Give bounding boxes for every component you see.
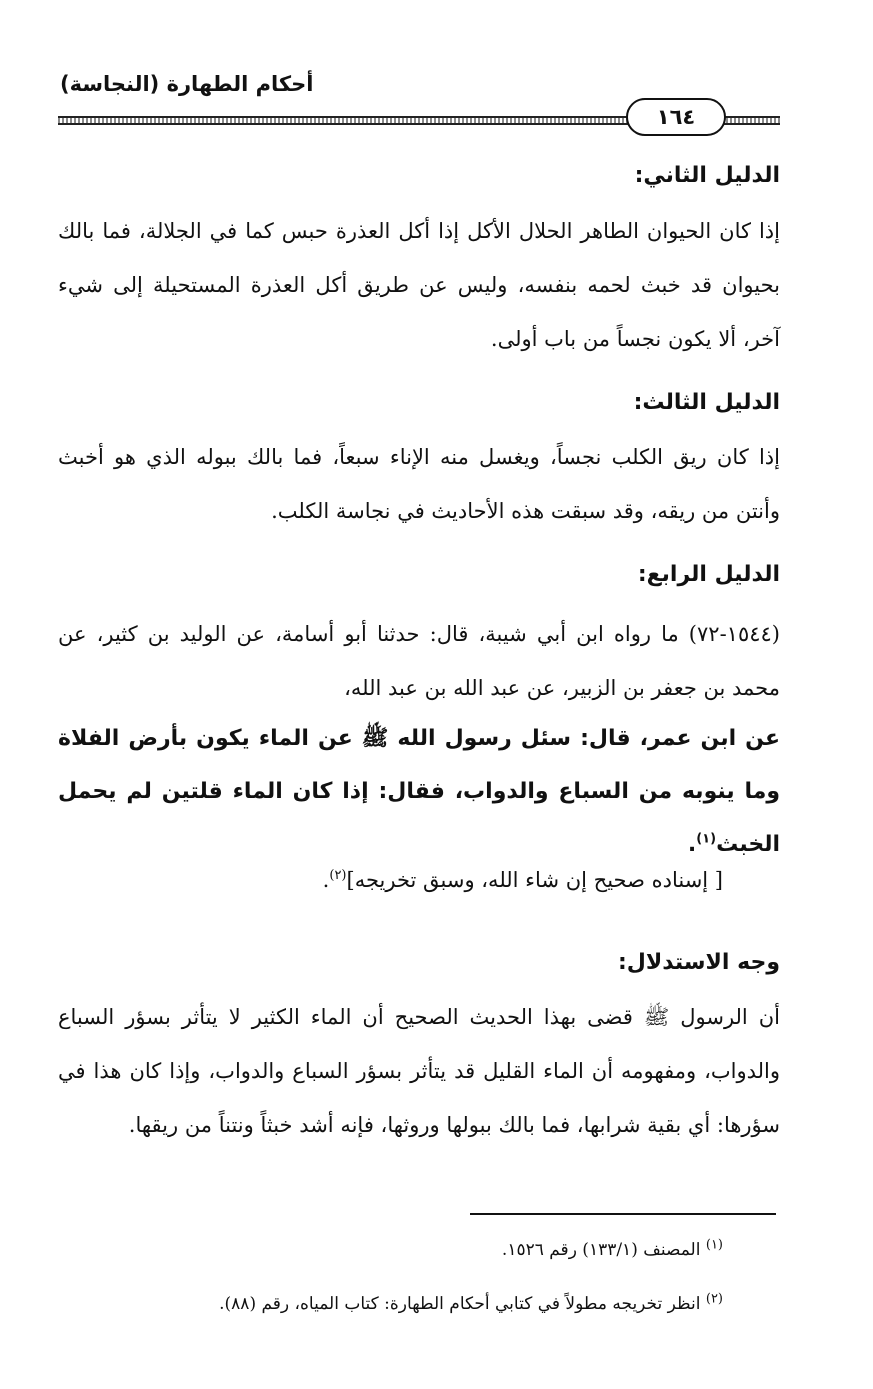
footnote-1-mark: (١) (705, 1237, 723, 1253)
footnote-ref-1: (١) (696, 831, 717, 847)
footnote-1 (501, 1237, 723, 1260)
grading-text: [ إسناده صحيح إن شاء الله، وسبق تخريجه] (346, 868, 723, 892)
hadith-text: عن ابن عمر، قال: سئل رسول الله ﷺ عن الماء يكون بأرض الفلاة وما ينوبه من السباع والدواب، فقال: إذا كان الماء قلتين لم يحمل الخبث (58, 726, 780, 857)
hadith-grading (323, 868, 723, 892)
footnote-2-text: انظر تخريجه مطولاً في كتابي أحكام الطهارة: كتاب المياه، رقم (٨٨). (219, 1294, 701, 1314)
section-heading-third-evidence: الدليل الثالث: (633, 390, 780, 415)
paragraph-hadith-text (58, 712, 780, 871)
running-header-title: أحكام الطهارة (النجاسة) (60, 72, 314, 96)
grading-end: . (322, 868, 330, 892)
page-number: ١٦٤ (626, 98, 726, 136)
paragraph-inference: أن الرسول ﷺ قضى بهذا الحديث الصحيح أن الماء الكثير لا يتأثر بسؤر السباع والدواب، ومفهومه أن الماء القليل قد يتأثر بسؤر السباع والدواب، وإذا كان هذا في سؤرها: أي بقية شرابها، فما بالك ببولها وروثها، فإنه أشد خبثاً ونتناً من ريقها. (58, 1005, 780, 1137)
footnote-2-mark: (٢) (705, 1291, 723, 1307)
paragraph-narration-chain: (١٥٤٤-٧٢) ما رواه ابن أبي شيبة، قال: حدثنا أبو أسامة، عن الوليد بن كثير، عن محمد بن جعفر بن الزبير، عن عبد الله بن عبد الله، (58, 622, 780, 700)
section-heading-second-evidence: الدليل الثاني: (634, 163, 780, 188)
footnote-2 (219, 1291, 723, 1314)
footnote-separator (470, 1213, 776, 1215)
paragraph-third-evidence: إذا كان ريق الكلب نجساً، ويغسل منه الإناء سبعاً، فما بالك ببوله الذي هو أخبث وأنتن من ريقه، وقد سبقت هذه الأحاديث في نجاسة الكلب. (58, 445, 780, 523)
footnote-1-text: المصنف (١٣٣/١) رقم ١٥٢٦. (501, 1240, 701, 1260)
hadith-end: . (687, 832, 697, 857)
paragraph-second-evidence: إذا كان الحيوان الطاهر الحلال الأكل إذا أكل العذرة حبس كما في الجلالة، فما بالك بحيوان قد خبث لحمه بنفسه، وليس عن طريق أكل العذرة المستحيلة إلى شيء آخر، ألا يكون نجساً من باب أولى. (58, 219, 780, 351)
footnote-ref-2: (٢) (329, 868, 347, 883)
section-heading-fourth-evidence: الدليل الرابع: (637, 562, 780, 587)
section-heading-inference: وجه الاستدلال: (617, 950, 780, 975)
